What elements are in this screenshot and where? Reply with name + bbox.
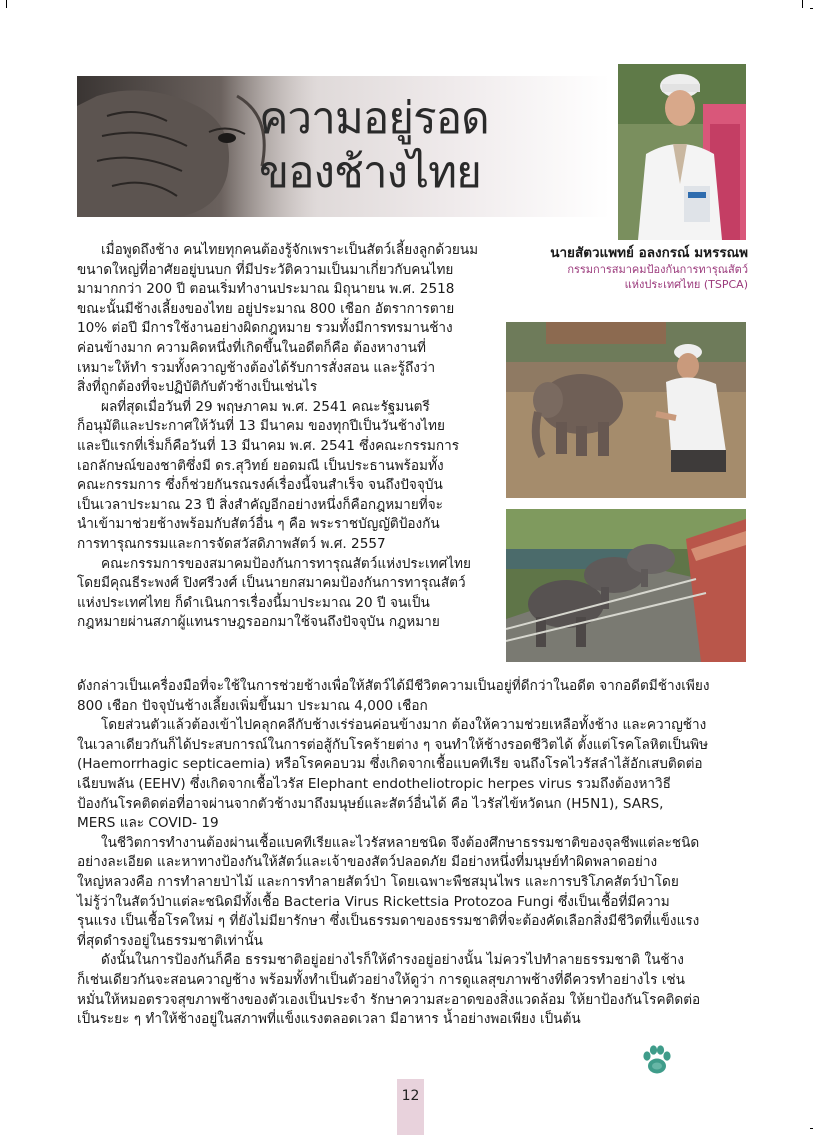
paragraph-line: ที่สุดดำรงอยู่ในธรรมชาติเท่านั้น [77,932,263,949]
paragraph-line: การทารุณกรรมและการจัดสวัสดิภาพสัตว์ พ.ศ. 2557 [77,535,386,552]
author-role-line-2: แห่งประเทศไทย (TSPCA) [624,278,748,291]
paragraph-line: รุนแรง เป็นเชื้อโรคใหม่ ๆ ที่ยังไม่มียารักษา ซึ่งเป็นธรรมดาของธรรมชาติที่จะต้องคัดเลือกสิ่งมีชีวิตที่แข็งแรง [77,913,700,930]
paragraph-line: 800 เชือก ปัจจุบันช้างเลี้ยงเพิ่มขึ้นมา ประมาณ 4,000 เชือก [77,697,428,714]
paragraph-line: ใหญ่หลวงคือ การทำลายป่าไม้ และการทำลายสัตว์ป่า โดยเฉพาะพืชสมุนไพร และการบริโภคสัตว์ป่าโดย [77,873,679,890]
paragraph-line: MERS และ COVID- 19 [77,815,219,832]
paragraph-line: โดยมีคุณธีระพงศ์ ปิงศรีวงศ์ เป็นนายกสมาคมป้องกันการทารุณสัตว์ [77,575,466,592]
paragraph-line: นำเข้ามาช่วยช้างพร้อมกับสัตว์อื่น ๆ คือ พระราชบัญญัติป้องกัน [77,516,440,533]
paragraph-line: เป็นเวลาประมาณ 23 ปี สิ่งสำคัญอีกอย่างหนึ่งก็คือกฎหมายที่จะ [77,496,443,513]
paragraph-line: สิ่งที่ถูกต้องที่จะปฏิบัติกับตัวช้างเป็นเช่นไร [77,379,318,396]
paragraph-line: ค่อนข้างมาก ความคิดหนึ่งที่เกิดขึ้นในอดีตก็คือ ต้องหางานที่ [77,339,426,356]
paw-print-icon [640,1043,674,1081]
author-role-line-1: กรรมการสมาคมป้องกันการทารุณสัตว์ [567,263,748,276]
paragraph-line: มามากกว่า 200 ปี ตอนเริ่มทำงานประมาณ มิถุนายน พ.ศ. 2518 [77,281,455,298]
paragraph-line: เมื่อพูดถึงช้าง คนไทยทุกคนต้องรู้จักเพราะเป็นสัตว์เลี้ยงลูกด้วยนม [101,242,479,258]
paragraph-line: ดังกล่าวเป็นเครื่องมือที่จะใช้ในการช่วยช้างเพื่อให้สัตว์ได้มีชีวิตความเป็นอยู่ที่ดีกว่าในอดีต จากอดีตมีช้างเพียง [77,678,710,694]
article-body-wide [77,677,757,1030]
article-title [259,92,489,200]
paragraph-line: คณะกรรมการ ซึ่งก็ช่วยกันรณรงค์เรื่องนี้จนสำเร็จ จนถึงปัจจุบัน [77,477,443,494]
paragraph-line: ขนาดใหญ่ที่อาศัยอยู่บนบก ที่มีประวัติความเป็นมาเกี่ยวกับคนไทย [77,261,454,278]
title-line-2: ของช้างไทย [259,147,481,198]
paragraph-line: ในเวลาเดียวกันก็ได้ประสบการณ์ในการต่อสู้กับโรคร้ายต่าง ๆ จนทำให้ช้างรอดชีวิตได้ ตั้งแต่โรคโลหิตเป็นพิษ [77,736,709,753]
paragraph-line: เป็นระยะ ๆ ทำให้ช้างอยู่ในสภาพที่แข็งแรงตลอดเวลา มีอาหาร น้ำอย่างพอเพียง เป็นต้น [77,1011,581,1028]
page-number: 12 [401,1088,420,1104]
paragraph-line: ผลที่สุดเมื่อวันที่ 29 พฤษภาคม พ.ศ. 2541 คณะรัฐมนตรี [101,398,430,415]
paragraph-line: หมั่นให้หมอตรวจสุขภาพช้างของตัวเองเป็นประจำ รักษาความสะอาดของสิ่งแวดล้อม ให้ยาป้องกันโรคติดต่อ [77,991,701,1008]
paragraph-line: ป้องกันโรคติดต่อที่อาจผ่านจากตัวช้างมาถึงมนุษย์และสัตว์อื่นได้ คือ ไวรัสไข้หวัดนก (H5N1), SARS, [77,795,664,812]
paragraph-line: ไม่รู้ว่าในสัตว์ป่าแต่ละชนิดมีทั้งเชื้อ Bacteria Virus Rickettsia Protozoa Fungi ซึ่งเป็นเชื้อที่มีความ [77,893,670,910]
paragraph-line: เอกลักษณ์ของชาติซึ่งมี ดร.สุวิทย์ ยอดมณี เป็นประธานพร้อมทั้ง [77,457,444,474]
crop-mark-top-left [6,0,7,8]
author-caption [508,244,748,292]
paragraph-line: แห่งประเทศไทย ก็ดำเนินการเรื่องนี้มาประมาณ 20 ปี จนเป็น [77,594,430,611]
title-line-1: ความอยู่รอด [259,93,489,144]
author-name: นายสัตวแพทย์ อลงกรณ์ มหรรณพ [550,245,748,261]
paragraph-line: โดยส่วนตัวแล้วต้องเข้าไปคลุกคลีกับช้างเร่ร่อนค่อนข้างมาก ต้องให้ความช่วยเหลือทั้งช้าง และควาญช้าง [101,717,707,734]
page-number-tab [397,1079,424,1135]
title-banner [77,76,610,217]
paragraph-line: คณะกรรมการของสมาคมป้องกันการทารุณสัตว์แห่งประเทศไทย [101,555,471,572]
paragraph-line: ในชีวิตการทำงานต้องผ่านเชื้อแบคทีเรียและไวรัสหลายชนิด จึงต้องศึกษาธรรมชาติของจุลชีพแต่ละชนิด [101,834,700,851]
author-portrait-photo [618,64,746,240]
paragraph-line: กฎหมายผ่านสภาผู้แทนราษฎรออกมาใช้จนถึงปัจจุบัน กฎหมาย [77,614,440,631]
paragraph-line: ดังนั้นในการป้องกันก็คือ ธรรมชาติอยู่อย่างไรก็ให้ดำรงอยู่อย่างนั้น ไม่ควรไปทำลายธรรมชาติ ในช้าง [101,952,684,969]
article-body-column [77,241,497,633]
baby-elephant-photo [506,322,746,498]
paragraph-line: เฉียบพลัน (EEHV) ซึ่งเกิดจากเชื้อไวรัส Elephant endotheliotropic herpes virus รวมถึงต้องหาวิธี [77,775,671,792]
paragraph-line: ก็อนุมัติและประกาศให้วันที่ 13 มีนาคม ของทุกปีเป็นวันช้างไทย [77,418,445,435]
elephants-enclosure-photo [506,509,746,662]
paragraph-line: ขณะนั้นมีช้างเลี้ยงของไทย อยู่ประมาณ 800 เชือก อัตราการตาย [77,300,455,317]
paragraph-line: ก็เช่นเดียวกันจะสอนควาญช้าง พร้อมทั้งทำเป็นตัวอย่างให้ดูว่า การดูแลสุขภาพช้างที่ดีควรทำอย่างไร เช่น [77,971,685,988]
paragraph-line: และปีแรกที่เริ่มก็คือวันที่ 13 มีนาคม พ.ศ. 2541 ซึ่งคณะกรรมการ [77,437,460,454]
paragraph-line: อย่างละเอียด และหาทางป้องกันให้สัตว์และเจ้าของสัตว์ปลอดภัย มีอย่างหนึ่งที่มนุษย์ทำผิดพลาดอย่าง [77,854,658,871]
paragraph-line: (Haemorrhagic septicaemia) หรือโรคคอบวม ซึ่งเกิดจากเชื้อแบคทีเรีย จนถึงโรคไวรัสลำไส้อักเสบติดต่อ [77,756,703,773]
paragraph-line: 10% ต่อปี มีการใช้งานอย่างผิดกฎหมาย รวมทั้งมีการทรมานช้าง [77,320,453,337]
paragraph-line: เหมาะให้ทำ รวมทั้งควาญช้างต้องได้รับการสั่งสอน และรู้ถึงว่า [77,359,436,376]
crop-mark-top-right [802,0,803,8]
